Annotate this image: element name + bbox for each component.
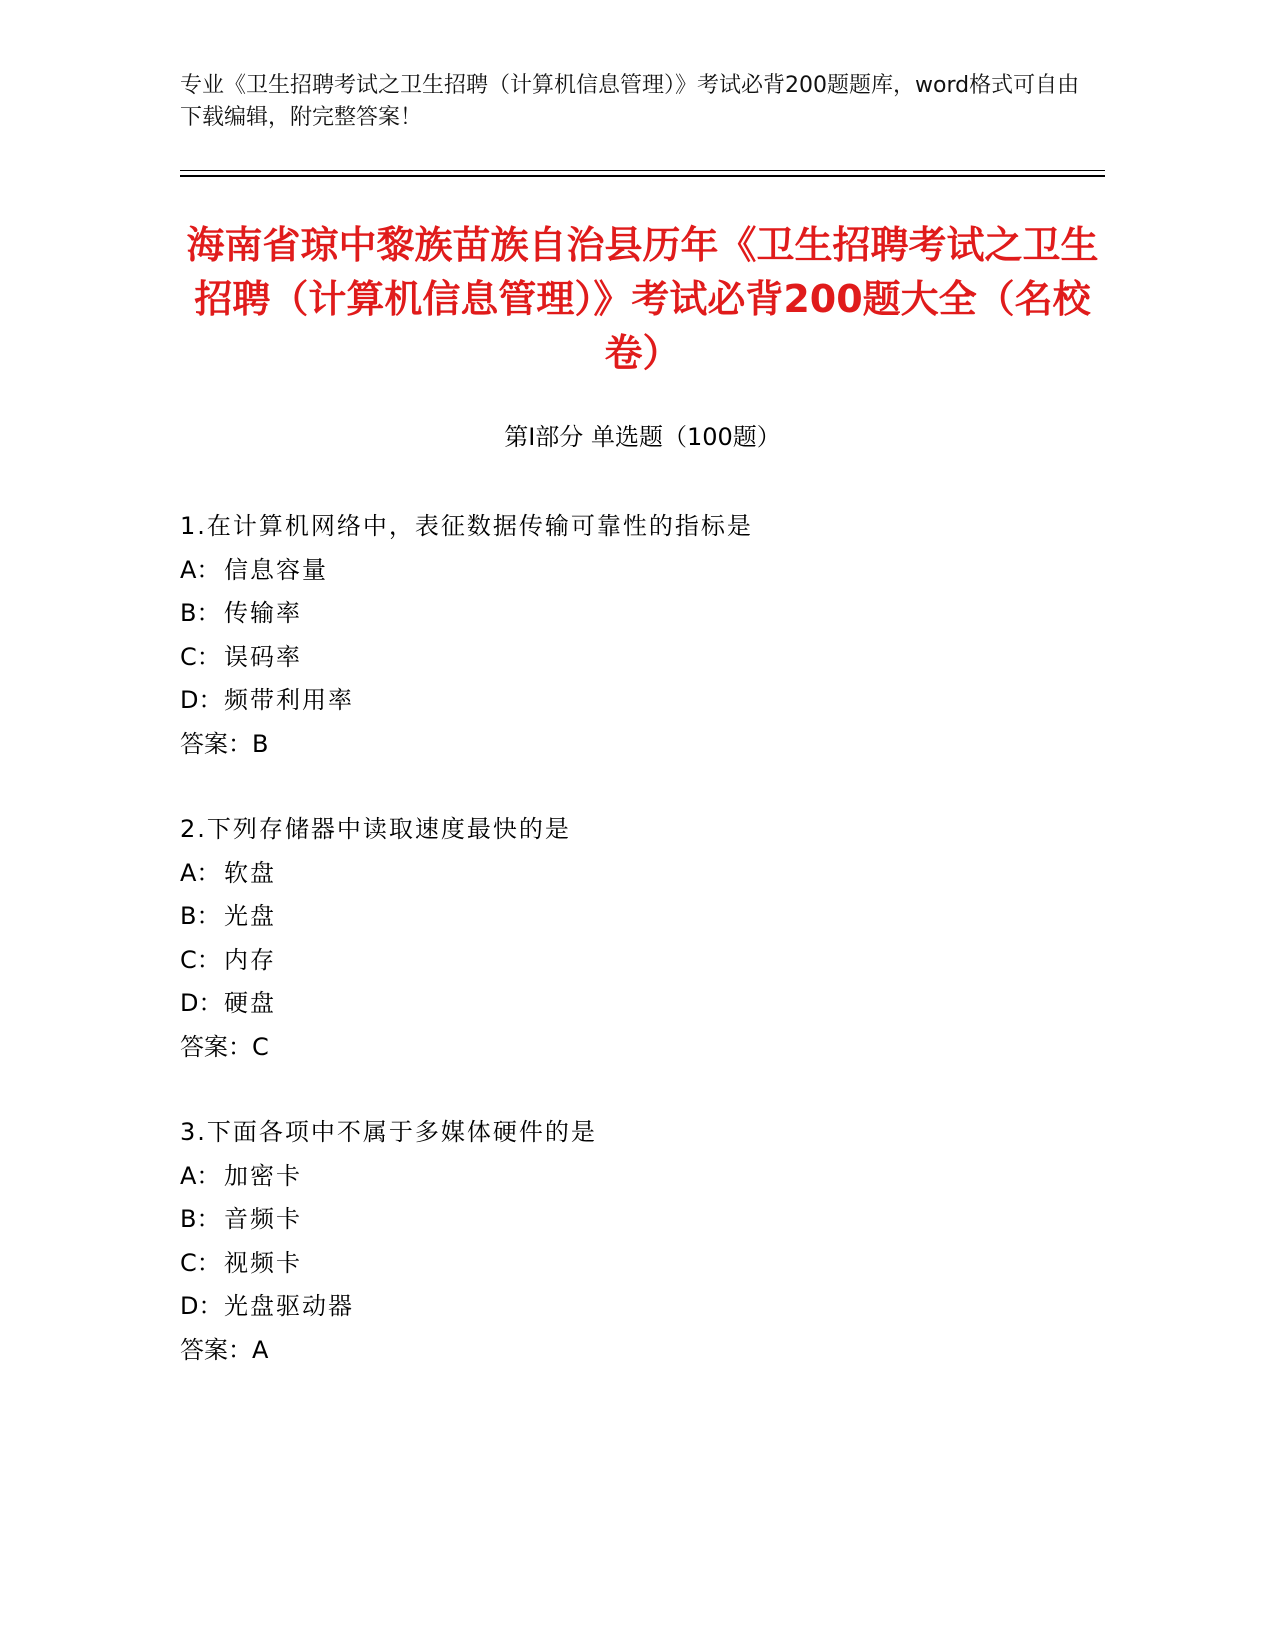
question-stem: 1.在计算机网络中，表征数据传输可靠性的指标是 <box>180 512 753 540</box>
option-d <box>180 1285 1105 1329</box>
option-letter: C： <box>180 642 221 671</box>
option-a <box>180 1155 1105 1199</box>
option-text: 视频卡 <box>224 1248 302 1277</box>
question-item <box>180 505 1105 766</box>
option-text: 频带利用率 <box>224 686 354 714</box>
option-letter: D： <box>180 989 223 1017</box>
option-c <box>180 939 1105 983</box>
question-list <box>180 505 1105 1414</box>
option-a <box>180 549 1105 593</box>
option-b <box>180 1198 1105 1242</box>
question-stem: 2.下列存储器中读取速度最快的是 <box>180 815 571 843</box>
option-letter: A： <box>180 858 221 887</box>
option-letter: A： <box>180 555 221 584</box>
option-b <box>180 592 1105 636</box>
option-d <box>180 679 1105 723</box>
option-b <box>180 895 1105 939</box>
option-letter: C： <box>180 945 221 974</box>
header-divider-thin <box>180 170 1105 171</box>
option-c <box>180 1242 1105 1286</box>
option-text: 光盘 <box>224 902 276 930</box>
option-c <box>180 636 1105 680</box>
option-text: 传输率 <box>224 599 302 627</box>
option-text: 误码率 <box>224 642 302 671</box>
option-letter: C： <box>180 1248 221 1277</box>
option-letter: D： <box>180 686 223 714</box>
document-title: 海南省琼中黎族苗族自治县历年《卫生招聘考试之卫生招聘（计算机信息管理）》考试必背200题大全（名校卷） <box>186 223 1099 375</box>
option-text: 加密卡 <box>224 1161 302 1190</box>
option-text: 信息容量 <box>224 555 328 584</box>
header-note: 专业《卫生招聘考试之卫生招聘（计算机信息管理）》考试必背200题题库，word格式可自由下载编辑，附完整答案！ <box>180 73 1080 130</box>
option-letter: B： <box>180 902 221 930</box>
option-letter: A： <box>180 1161 221 1190</box>
question-stem: 3.下面各项中不属于多媒体硬件的是 <box>180 1118 597 1146</box>
option-letter: B： <box>180 1205 221 1233</box>
option-text: 软盘 <box>224 858 276 887</box>
answer-line: 答案：A <box>180 1335 269 1364</box>
header-divider-thick <box>180 175 1105 177</box>
section-heading: 第Ⅰ部分 单选题（100题） <box>504 423 781 451</box>
option-d <box>180 982 1105 1026</box>
answer-line: 答案：B <box>180 729 269 758</box>
option-a <box>180 852 1105 896</box>
question-item <box>180 1111 1105 1372</box>
option-letter: D： <box>180 1292 223 1320</box>
option-letter: B： <box>180 599 221 627</box>
option-text: 音频卡 <box>224 1205 302 1233</box>
option-text: 光盘驱动器 <box>224 1292 354 1320</box>
option-text: 硬盘 <box>224 989 276 1017</box>
option-text: 内存 <box>224 945 276 974</box>
answer-line: 答案：C <box>180 1032 269 1061</box>
question-item <box>180 808 1105 1069</box>
